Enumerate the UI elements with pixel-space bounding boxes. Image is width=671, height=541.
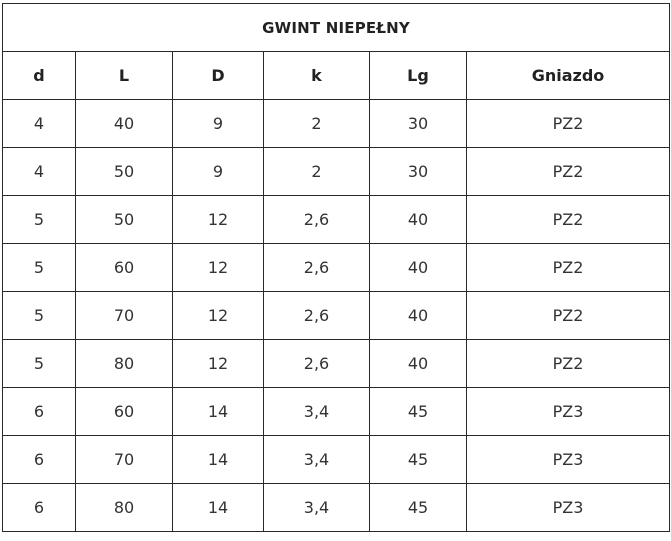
table-cell: 45 bbox=[370, 436, 467, 484]
table-cell: 3,4 bbox=[264, 484, 370, 532]
table-cell: 6 bbox=[3, 436, 76, 484]
table-cell: 40 bbox=[370, 244, 467, 292]
table-row bbox=[3, 196, 670, 244]
table-cell: PZ2 bbox=[467, 244, 670, 292]
table-row bbox=[3, 148, 670, 196]
table-cell: 40 bbox=[370, 340, 467, 388]
table-cell: PZ3 bbox=[467, 436, 670, 484]
table-cell: 50 bbox=[76, 148, 173, 196]
table-cell: 2,6 bbox=[264, 196, 370, 244]
table-cell: 40 bbox=[370, 292, 467, 340]
table-cell: 12 bbox=[173, 340, 264, 388]
table-cell: 5 bbox=[3, 244, 76, 292]
table-cell: PZ2 bbox=[467, 196, 670, 244]
table-cell: 60 bbox=[76, 244, 173, 292]
table-cell: 2,6 bbox=[264, 244, 370, 292]
table-cell: 14 bbox=[173, 436, 264, 484]
table-row bbox=[3, 292, 670, 340]
table-cell: 2 bbox=[264, 148, 370, 196]
table-title: GWINT NIEPEŁNY bbox=[3, 4, 670, 52]
table-cell: 4 bbox=[3, 148, 76, 196]
table-cell: 3,4 bbox=[264, 436, 370, 484]
table-cell: 45 bbox=[370, 388, 467, 436]
table-cell: 40 bbox=[76, 100, 173, 148]
table-cell: 3,4 bbox=[264, 388, 370, 436]
table-cell: 80 bbox=[76, 340, 173, 388]
table-cell: 50 bbox=[76, 196, 173, 244]
table-row bbox=[3, 244, 670, 292]
table-row bbox=[3, 100, 670, 148]
column-header-lg: Lg bbox=[370, 52, 467, 100]
header-row bbox=[3, 52, 670, 100]
table-row bbox=[3, 484, 670, 532]
table-cell: 12 bbox=[173, 196, 264, 244]
table-cell: 2 bbox=[264, 100, 370, 148]
table-cell: 12 bbox=[173, 292, 264, 340]
table-cell: 5 bbox=[3, 196, 76, 244]
table-cell: 40 bbox=[370, 196, 467, 244]
table-cell: 9 bbox=[173, 100, 264, 148]
table-cell: PZ3 bbox=[467, 484, 670, 532]
table-cell: 5 bbox=[3, 292, 76, 340]
title-row bbox=[3, 4, 670, 52]
table-cell: PZ2 bbox=[467, 148, 670, 196]
table-row bbox=[3, 436, 670, 484]
column-header-gniazdo: Gniazdo bbox=[467, 52, 670, 100]
table-cell: 4 bbox=[3, 100, 76, 148]
table-cell: 2,6 bbox=[264, 292, 370, 340]
table-cell: 6 bbox=[3, 388, 76, 436]
table-cell: 9 bbox=[173, 148, 264, 196]
table-row bbox=[3, 340, 670, 388]
table-cell: 14 bbox=[173, 484, 264, 532]
table-cell: 2,6 bbox=[264, 340, 370, 388]
column-header-d-diameter: D bbox=[173, 52, 264, 100]
spec-table bbox=[2, 3, 670, 532]
table-cell: 60 bbox=[76, 388, 173, 436]
table-cell: 45 bbox=[370, 484, 467, 532]
table-cell: PZ2 bbox=[467, 292, 670, 340]
table-cell: PZ2 bbox=[467, 340, 670, 388]
column-header-k: k bbox=[264, 52, 370, 100]
table-cell: 30 bbox=[370, 148, 467, 196]
table-cell: 12 bbox=[173, 244, 264, 292]
table-cell: PZ3 bbox=[467, 388, 670, 436]
table-cell: 70 bbox=[76, 436, 173, 484]
table-cell: PZ2 bbox=[467, 100, 670, 148]
table-row bbox=[3, 388, 670, 436]
table-cell: 70 bbox=[76, 292, 173, 340]
column-header-l: L bbox=[76, 52, 173, 100]
table-cell: 80 bbox=[76, 484, 173, 532]
table-cell: 6 bbox=[3, 484, 76, 532]
table-cell: 5 bbox=[3, 340, 76, 388]
column-header-d: d bbox=[3, 52, 76, 100]
table-cell: 14 bbox=[173, 388, 264, 436]
table-cell: 30 bbox=[370, 100, 467, 148]
